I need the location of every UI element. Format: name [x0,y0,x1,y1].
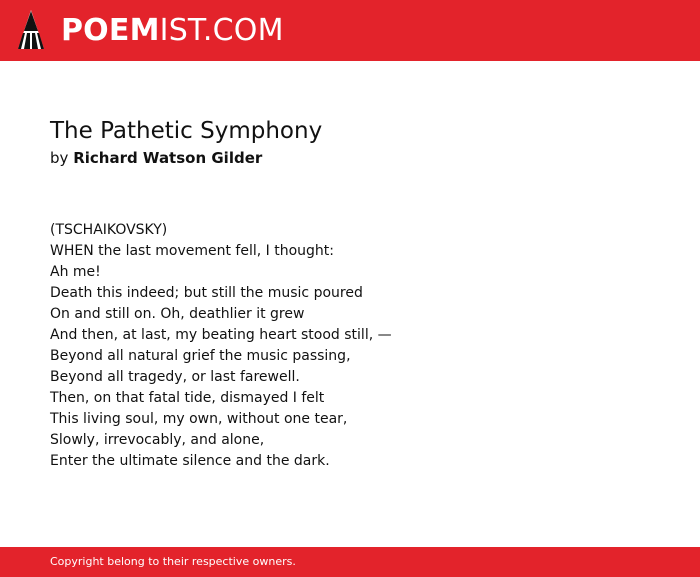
poem-line: (TSCHAIKOVSKY) [50,222,168,238]
logo-light-text: IST.COM [159,13,284,48]
poem-byline [50,148,650,168]
poem-line: Slowly, irrevocably, and alone, [50,432,265,448]
site-footer [0,547,700,577]
copyright-text: Copyright belong to their respective owners. [50,555,296,568]
poem-content [50,116,650,472]
poem-line: This living soul, my own, without one tear, [50,411,348,427]
poem-line: Then, on that fatal tide, dismayed I felt [50,390,325,406]
poem-line: And then, at last, my beating heart stood still, — [50,327,392,343]
byline-prefix: by [50,149,69,167]
site-header [0,0,700,61]
poem-line: Enter the ultimate silence and the dark. [50,453,330,469]
poem-line: On and still on. Oh, deathlier it grew [50,306,305,322]
poem-line: Beyond all tragedy, or last farewell. [50,369,300,385]
pencil-icon [16,9,46,53]
poem-title: The Pathetic Symphony [50,118,323,144]
poem-line: WHEN the last movement fell, I thought: [50,243,334,259]
poem-text [50,220,650,472]
logo-bold-text: POEM [61,13,160,48]
site-wordmark [61,13,284,48]
poem-line: Ah me! [50,264,101,280]
poem-author[interactable]: Richard Watson Gilder [73,149,263,167]
poem-line: Death this indeed; but still the music poured [50,285,363,301]
site-logo[interactable] [16,8,284,54]
poem-line: Beyond all natural grief the music passing, [50,348,351,364]
